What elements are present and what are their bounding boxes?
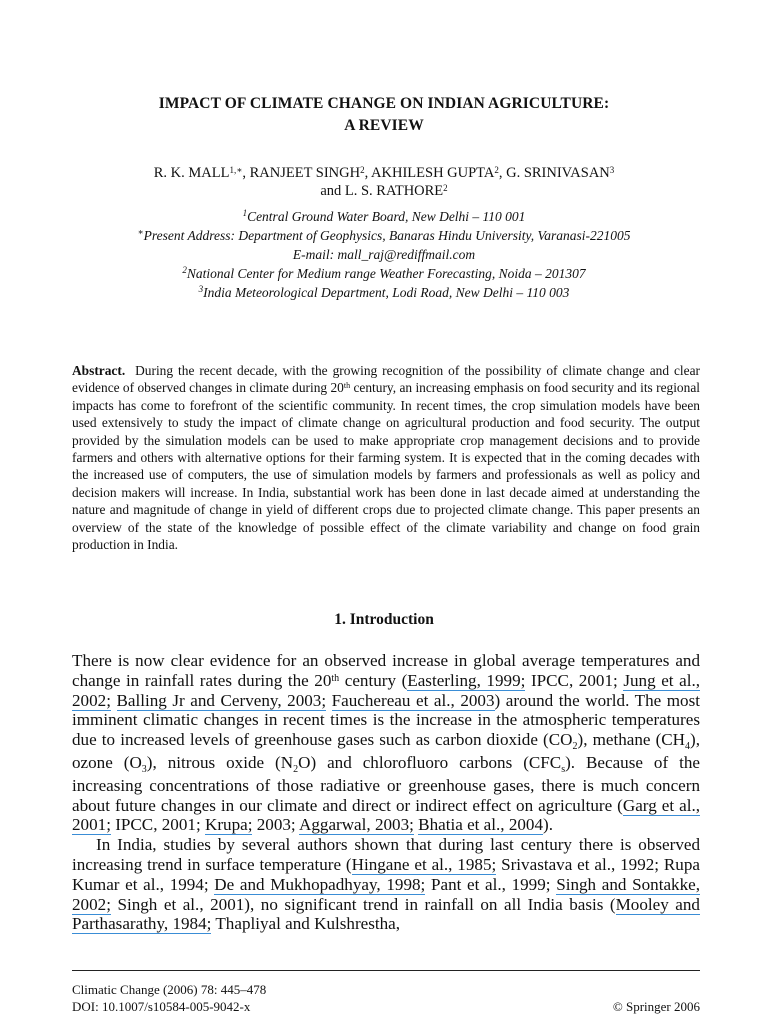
abstract [72, 362, 700, 553]
subscript: 3 [141, 763, 147, 775]
introduction-body [72, 651, 700, 934]
text: ). [543, 815, 553, 835]
present-address [0, 226, 768, 245]
paragraph [72, 651, 700, 835]
text: ), ozone (O [72, 730, 700, 772]
affiliation-1 [0, 207, 768, 226]
affil-mark: ∗ [137, 227, 144, 237]
subscript: 2 [572, 741, 578, 753]
affil-text: Central Ground Water Board, New Delhi – 110 001 [247, 209, 526, 224]
affil-mark: 2 [182, 265, 187, 275]
citation-link[interactable]: Aggarwal, 2003; [299, 815, 414, 835]
subscript: 4 [685, 741, 691, 753]
text: 2003; [252, 815, 299, 835]
citation-link[interactable]: Fauchereau et al., 2003 [331, 690, 495, 710]
footer-divider [72, 970, 700, 971]
affil-mark: 1 [242, 208, 248, 218]
author-name: AKHILESH GUPTA [371, 165, 495, 181]
text: ), nitrous oxide (N [146, 752, 294, 772]
doi: DOI: 10.1007/s10584-005-9042-x [72, 999, 251, 1014]
affiliation-2 [0, 264, 768, 283]
citation-link[interactable]: Bhatia et al., 2004 [418, 815, 544, 835]
abstract-label: Abstract. [72, 363, 126, 378]
author-name: G. SRINIVASAN [506, 165, 610, 181]
subscript: s [561, 763, 566, 775]
citation-link[interactable]: Garg et al., 2001; [72, 795, 700, 835]
author-email[interactable]: E-mail: mall_raj@rediffmail.com [292, 247, 476, 262]
citation-link[interactable]: Easterling, 1999; [407, 670, 526, 690]
author-line-2 [0, 182, 768, 200]
title-line-2: A REVIEW [344, 117, 424, 134]
abstract-text: century, an increasing emphasis on food security and its regional impacts has come to forefront of the scientific community. In recent times, the crop simulation models have been used extensively to study the impact of climate change on agricultural production and food security. The output provided by the simulation models can be used to make appropriate crop management decisions and to provide farmers and others with alternative options for their farming system. It is expected that in the coming decades with the increased use of computers, the use of simulation models by farmers and professionals as well as policy and decision makers will increase. In India, substantial work has been done in last decade aimed at understanding the nature and magnitude of change in yield of different crops due to projected climate change. This paper presents an overview of the state of the knowledge of possible effect of the climate variability and change on food grain production in India. [72, 380, 700, 553]
text [111, 691, 117, 710]
author-affil-mark: 3 [609, 165, 615, 175]
text: century ( [339, 670, 408, 690]
text: ), methane (CH [577, 730, 686, 750]
text: There is now clear evidence for an observed increase in global average temperatures and change in rainfall rates during the 20 [72, 651, 700, 690]
abstract-sup: th [343, 381, 351, 391]
citation-link[interactable]: Singh and Sontakke, 2002; [72, 874, 701, 914]
citation-link[interactable]: Hingane et al., 1985; [351, 854, 497, 874]
text: IPCC, 2001; [110, 815, 205, 835]
abstract-text: During the recent decade, with the growing recognition of the possibility of climate change and clear evidence of observed changes in climate during 20 [72, 363, 700, 396]
text: IPCC, 2001; [525, 670, 624, 690]
citation-link[interactable]: Krupa; [204, 815, 253, 835]
author-affil-mark: 1,∗ [229, 165, 243, 175]
affil-mark: 3 [198, 284, 204, 294]
citation-link[interactable]: Jung et al., 2002; [72, 670, 700, 710]
citation-link[interactable]: Mooley and Parthasarathy, 1984; [72, 894, 700, 934]
citation-link[interactable]: De and Mukhopadhyay, 1998; [214, 874, 426, 894]
text: O) and chlorofluoro carbons (CFC [298, 752, 562, 772]
author-name: R. K. MALL [153, 165, 230, 181]
paragraph [72, 835, 700, 934]
affil-text: National Center for Medium range Weather Forecasting, Noida – 201307 [186, 266, 586, 281]
author-list [0, 164, 768, 200]
subscript: 2 [293, 763, 299, 775]
journal-citation: Climatic Change (2006) 78: 445–478 [72, 982, 267, 997]
text: Singh et al., 2001), no significant trend in rainfall on all India basis ( [110, 894, 616, 914]
paper-title [0, 93, 768, 137]
text: Srivastava et al., 1992; Rupa Kumar et al., 1994; [72, 854, 700, 894]
affil-text: Present Address: Department of Geophysics, Banaras Hindu University, Varanasi-221005 [143, 228, 631, 243]
text: ) around the world. The most imminent climatic changes in recent times is the increase in the atmospheric temperatures due to increased levels of greenhouse gases such as carbon dioxide (CO [72, 690, 700, 750]
text: Pant et al., 1999; [425, 874, 557, 894]
author-affil-mark: 2 [360, 165, 365, 175]
author-affil-mark: 2 [494, 165, 499, 175]
affil-text: India Meteorological Department, Lodi Road, New Delhi – 110 003 [203, 285, 570, 300]
author-name: RANJEET SINGH [249, 165, 361, 181]
text: In India, studies by several authors shown that during last century there is observed increasing trend in surface temperature ( [72, 835, 700, 874]
author-name: L. S. RATHORE [344, 183, 444, 199]
affiliations [0, 207, 768, 302]
copyright: © Springer 2006 [612, 999, 700, 1014]
text: Thapliyal and Kulshrestha, [211, 914, 401, 934]
title-line-1: IMPACT OF CLIMATE CHANGE ON INDIAN AGRICULTURE: [158, 95, 610, 112]
affiliation-3 [0, 283, 768, 302]
section-heading: 1. Introduction [334, 611, 434, 628]
citation-link[interactable]: Balling Jr and Cerveny, 2003; [116, 690, 327, 710]
author-affil-mark: 2 [443, 183, 448, 193]
superscript: th [331, 672, 340, 684]
author-conjunction: and [320, 183, 342, 199]
author-line-1: R. K. $MALL^{1,∗}$, RANJEET SINGH$^2$, AKHILESH GUPTA$^2$, G. SRINIVASAN$^3$ [153, 165, 615, 181]
text: ). Because of the increasing concentrations of those radiative or greenhouse gases, there is much concern about future changes in our climate and direct or indirect effect on agriculture ( [72, 752, 700, 815]
text [326, 691, 332, 710]
